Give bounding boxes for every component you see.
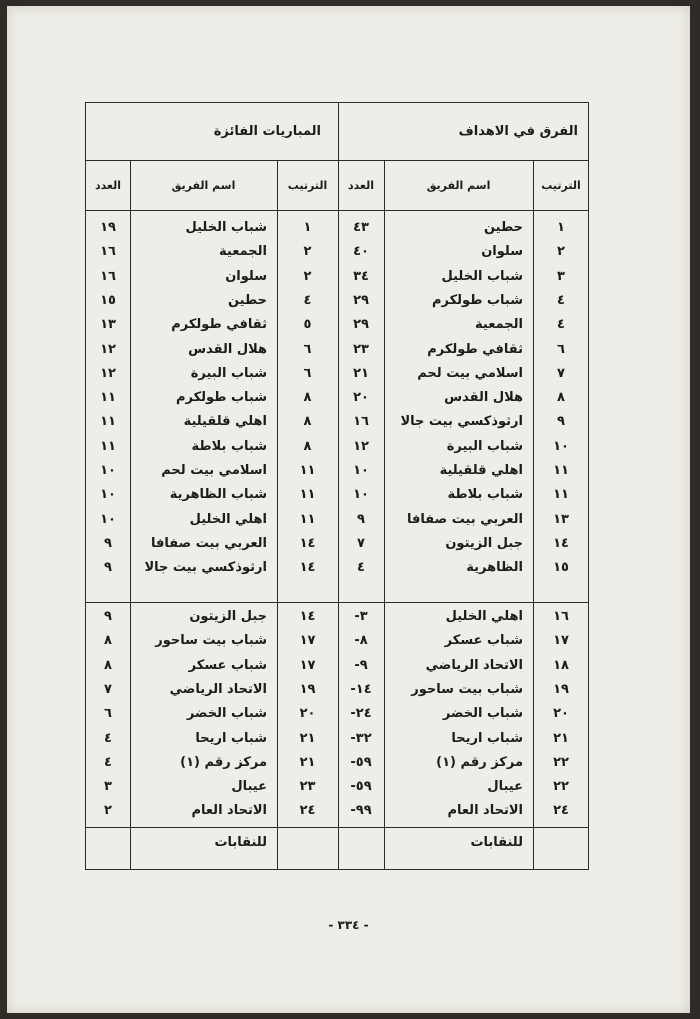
goals-rank-cell: ٩ bbox=[557, 414, 565, 430]
goals-value-cell: ٩ bbox=[357, 511, 365, 527]
wins-team-cell: شباب بيت ساحور bbox=[155, 633, 267, 649]
wins-rank-cell: ٢١ bbox=[299, 754, 316, 770]
wins-value-cell: ١٦ bbox=[100, 268, 116, 284]
goals-team-cell: هلال القدس bbox=[444, 390, 523, 406]
wins-rank-cell: ١١ bbox=[299, 487, 316, 503]
standings-table bbox=[85, 102, 589, 870]
wins-value-cell: ٤ bbox=[104, 730, 112, 746]
wins-rank-cell: ٨ bbox=[303, 438, 312, 454]
goals-value-cell: -٢٤ bbox=[350, 706, 372, 722]
wins-team-cell: شباب اريحا bbox=[195, 730, 267, 746]
goals-rank-cell: ٢٤ bbox=[553, 803, 569, 819]
goals-count-header: العدد bbox=[347, 179, 375, 192]
goals-value-cell: ٣٤ bbox=[353, 268, 369, 284]
goals-value-cell: -٣ bbox=[354, 609, 368, 624]
wins-value-cell: ١٦ bbox=[100, 244, 116, 260]
goals-value-cell: -٩٩ bbox=[350, 803, 372, 819]
wins-rank-cell: ٢٤ bbox=[299, 803, 316, 819]
goals-team-cell: الجمعية bbox=[475, 317, 523, 333]
goals-team-cell: العربي بيت صفافا bbox=[407, 511, 523, 527]
page-number: - ٣٣٤ - bbox=[328, 918, 369, 932]
wins-team-cell: ارثوذكسي بيت جالا bbox=[144, 560, 267, 576]
wins-team-cell: شباب الخضر bbox=[186, 706, 267, 722]
wins-value-cell: ١١ bbox=[100, 438, 116, 454]
wins-value-cell: ١٩ bbox=[100, 220, 116, 235]
goals-value-cell: ٤٣ bbox=[353, 220, 369, 235]
wins-rank-cell: ١٧ bbox=[299, 633, 316, 649]
wins-value-cell: ٧ bbox=[104, 681, 112, 697]
wins-value-cell: ١١ bbox=[100, 390, 116, 406]
goals-team-cell: شباب اريحا bbox=[451, 730, 523, 746]
wins-count-header: العدد bbox=[94, 179, 122, 192]
wins-team-cell: شباب البيرة bbox=[190, 365, 267, 381]
goals-value-cell: ٤٠ bbox=[353, 244, 369, 260]
goals-team-cell: شباب طولكرم bbox=[431, 292, 523, 308]
goals-team-cell: اهلي الخليل bbox=[445, 609, 523, 624]
wins-team-cell: للنقابات bbox=[214, 835, 267, 850]
wins-rank-cell: ٢١ bbox=[299, 730, 316, 746]
goals-team-cell: شباب بيت ساحور bbox=[411, 681, 523, 697]
goals-team-cell: شباب بلاطة bbox=[447, 487, 523, 503]
wins-rank-cell: ٢٣ bbox=[299, 779, 316, 795]
wins-rank-cell: ١٤ bbox=[299, 560, 316, 576]
goals-rank-cell: ٢٢ bbox=[553, 754, 569, 770]
wins-value-cell: ١٠ bbox=[100, 511, 116, 527]
wins-rank-cell: ٨ bbox=[303, 390, 312, 406]
wins-team-cell: شباب الظاهرية bbox=[169, 487, 267, 503]
wins-rank-cell: ٥ bbox=[303, 317, 312, 333]
goals-difference-title: الفرق في الاهداف bbox=[458, 124, 578, 139]
wins-team-cell: الاتحاد العام bbox=[191, 803, 267, 819]
goals-rank-cell: ١٦ bbox=[553, 609, 569, 624]
wins-value-cell: ٩ bbox=[104, 535, 112, 551]
goals-team-cell: جبل الزيتون bbox=[445, 535, 523, 551]
goals-team-header: اسم الفريق bbox=[426, 179, 491, 192]
wins-value-cell: ١٠ bbox=[100, 487, 116, 503]
goals-rank-cell: ٦ bbox=[557, 341, 565, 357]
wins-team-cell: ثقافي طولكرم bbox=[171, 317, 267, 333]
goals-value-cell: ٢٩ bbox=[353, 317, 369, 333]
wins-rank-cell: ١٧ bbox=[299, 657, 316, 673]
wins-team-cell: سلوان bbox=[225, 268, 267, 284]
goals-team-cell: اسلامي بيت لحم bbox=[417, 365, 523, 381]
goals-rank-cell: ١١ bbox=[553, 487, 569, 503]
goals-team-cell: شباب عسكر bbox=[444, 633, 523, 649]
wins-value-cell bbox=[86, 831, 130, 855]
wins-rank-cell: ٢ bbox=[303, 244, 312, 260]
goals-rank-cell: ٧ bbox=[557, 365, 565, 381]
wins-value-cell: ١٠ bbox=[100, 463, 116, 478]
goals-rank-cell: ١ bbox=[557, 220, 565, 235]
wins-rank-cell: ٢٠ bbox=[299, 706, 316, 722]
goals-rank-cell: ٤ bbox=[557, 292, 565, 308]
wins-rank-cell: ٦ bbox=[303, 365, 312, 381]
document-page bbox=[7, 6, 690, 1013]
goals-rank-cell: ٢١ bbox=[553, 730, 569, 746]
goals-team-cell: حطين bbox=[483, 220, 523, 235]
wins-team-header: اسم الفريق bbox=[171, 179, 236, 192]
wins-rank-cell: ٢ bbox=[303, 268, 312, 284]
wins-value-cell: ١٣ bbox=[100, 317, 116, 333]
wins-rank-header: الترتيب bbox=[287, 179, 328, 192]
wins-value-cell: ٩ bbox=[104, 560, 112, 576]
wins-rank-cell: ١١ bbox=[299, 463, 316, 478]
goals-value-cell: ١٢ bbox=[353, 438, 369, 454]
goals-rank-cell: ٨ bbox=[557, 390, 565, 406]
goals-team-cell: الاتحاد الرياضي bbox=[425, 657, 523, 673]
wins-value-cell: ١٢ bbox=[100, 365, 116, 381]
goals-rank-cell: ١٤ bbox=[553, 535, 569, 551]
goals-team-cell: اهلي قلقيلية bbox=[439, 463, 523, 478]
wins-team-cell: العربي بيت صفافا bbox=[151, 535, 267, 551]
goals-value-cell: -٣٢ bbox=[350, 730, 372, 746]
goals-rank-cell: ١٩ bbox=[553, 681, 569, 697]
goals-team-cell: شباب الخليل bbox=[441, 268, 523, 284]
goals-value-cell: ١٠ bbox=[353, 463, 369, 478]
goals-team-cell: ثقافي طولكرم bbox=[427, 341, 523, 357]
goals-value-cell: -٥٩ bbox=[350, 779, 372, 795]
wins-value-cell: ٣ bbox=[104, 779, 112, 795]
wins-team-cell: جبل الزيتون bbox=[189, 609, 267, 624]
goals-rank-cell: ١٠ bbox=[553, 438, 569, 454]
goals-team-cell: مركز رقم (١) bbox=[436, 754, 523, 770]
goals-rank-cell bbox=[533, 831, 589, 855]
wins-value-cell: ٨ bbox=[104, 633, 112, 649]
wins-team-cell: مركز رقم (١) bbox=[180, 754, 267, 770]
goals-team-cell: للنقابات bbox=[470, 835, 523, 850]
goals-value-cell: ٢٩ bbox=[353, 292, 369, 308]
wins-team-cell: هلال القدس bbox=[188, 341, 267, 357]
wins-value-cell: ٢ bbox=[104, 803, 112, 819]
wins-team-cell: عيبال bbox=[231, 779, 267, 795]
goals-value-cell: ١٠ bbox=[353, 487, 369, 503]
goals-rank-cell: ١٥ bbox=[553, 560, 569, 576]
wins-value-cell: ٤ bbox=[104, 754, 112, 770]
wins-rank-cell: ٤ bbox=[303, 292, 312, 308]
wins-rank-cell: ١٤ bbox=[299, 609, 316, 624]
wins-team-cell: اهلي الخليل bbox=[189, 511, 267, 527]
wins-rank-cell: ٨ bbox=[303, 414, 312, 430]
goals-team-cell: عيبال bbox=[487, 779, 523, 795]
goals-rank-cell: ٢٠ bbox=[553, 706, 569, 722]
goals-value-cell bbox=[338, 831, 384, 855]
wins-team-cell: الجمعية bbox=[219, 244, 267, 260]
wins-team-cell: حطين bbox=[227, 292, 267, 308]
goals-rank-cell: ١٨ bbox=[553, 657, 569, 673]
wins-value-cell: ١١ bbox=[100, 414, 116, 430]
wins-rank-cell bbox=[277, 831, 338, 855]
table-divider-h bbox=[86, 827, 588, 828]
goals-rank-header: الترتيب bbox=[541, 179, 581, 192]
goals-value-cell: ١٦ bbox=[353, 414, 369, 430]
wins-rank-cell: ٦ bbox=[303, 341, 312, 357]
goals-team-cell: شباب الخضر bbox=[442, 706, 523, 722]
wins-value-cell: ٩ bbox=[104, 609, 112, 624]
table-divider-h bbox=[86, 602, 588, 603]
goals-value-cell: -٨ bbox=[354, 633, 368, 649]
goals-rank-cell: ٢٢ bbox=[553, 779, 569, 795]
wins-team-cell: اسلامي بيت لحم bbox=[161, 463, 267, 478]
winning-matches-title: المباريات الفائزة bbox=[213, 124, 321, 139]
goals-value-cell: -٥٩ bbox=[350, 754, 372, 770]
goals-rank-cell: ٢ bbox=[557, 244, 565, 260]
goals-rank-cell: ١٧ bbox=[553, 633, 569, 649]
goals-team-cell: ارثوذكسي بيت جالا bbox=[400, 414, 523, 430]
wins-team-cell: شباب طولكرم bbox=[175, 390, 267, 406]
goals-team-cell: شباب البيرة bbox=[446, 438, 523, 454]
goals-value-cell: ٤ bbox=[357, 560, 365, 576]
wins-team-cell: شباب الخليل bbox=[185, 220, 267, 235]
wins-rank-cell: ١٩ bbox=[299, 681, 316, 697]
wins-rank-cell: ١١ bbox=[299, 511, 316, 527]
goals-value-cell: ٢٣ bbox=[353, 341, 369, 357]
wins-team-cell: الاتحاد الرياضي bbox=[169, 681, 267, 697]
goals-team-cell: الاتحاد العام bbox=[447, 803, 523, 819]
goals-team-cell: الظاهرية bbox=[466, 560, 523, 576]
goals-value-cell: ٢٠ bbox=[353, 390, 369, 406]
goals-rank-cell: ٣ bbox=[557, 268, 565, 284]
goals-value-cell: -٩ bbox=[354, 657, 368, 673]
wins-team-cell: اهلي قلقيلية bbox=[183, 414, 267, 430]
wins-value-cell: ٨ bbox=[104, 657, 112, 673]
goals-rank-cell: ٤ bbox=[557, 317, 565, 333]
goals-value-cell: ٢١ bbox=[353, 365, 369, 381]
wins-value-cell: ٦ bbox=[104, 706, 112, 722]
goals-value-cell: -١٤ bbox=[350, 681, 372, 697]
wins-team-cell: شباب بلاطة bbox=[191, 438, 267, 454]
goals-rank-cell: ١١ bbox=[553, 463, 569, 478]
wins-value-cell: ١٥ bbox=[100, 292, 116, 308]
wins-team-cell: شباب عسكر bbox=[188, 657, 267, 673]
wins-rank-cell: ١٤ bbox=[299, 535, 316, 551]
goals-value-cell: ٧ bbox=[357, 535, 365, 551]
wins-value-cell: ١٢ bbox=[100, 341, 116, 357]
goals-team-cell: سلوان bbox=[481, 244, 523, 260]
wins-rank-cell: ١ bbox=[303, 220, 312, 235]
goals-rank-cell: ١٣ bbox=[553, 511, 569, 527]
